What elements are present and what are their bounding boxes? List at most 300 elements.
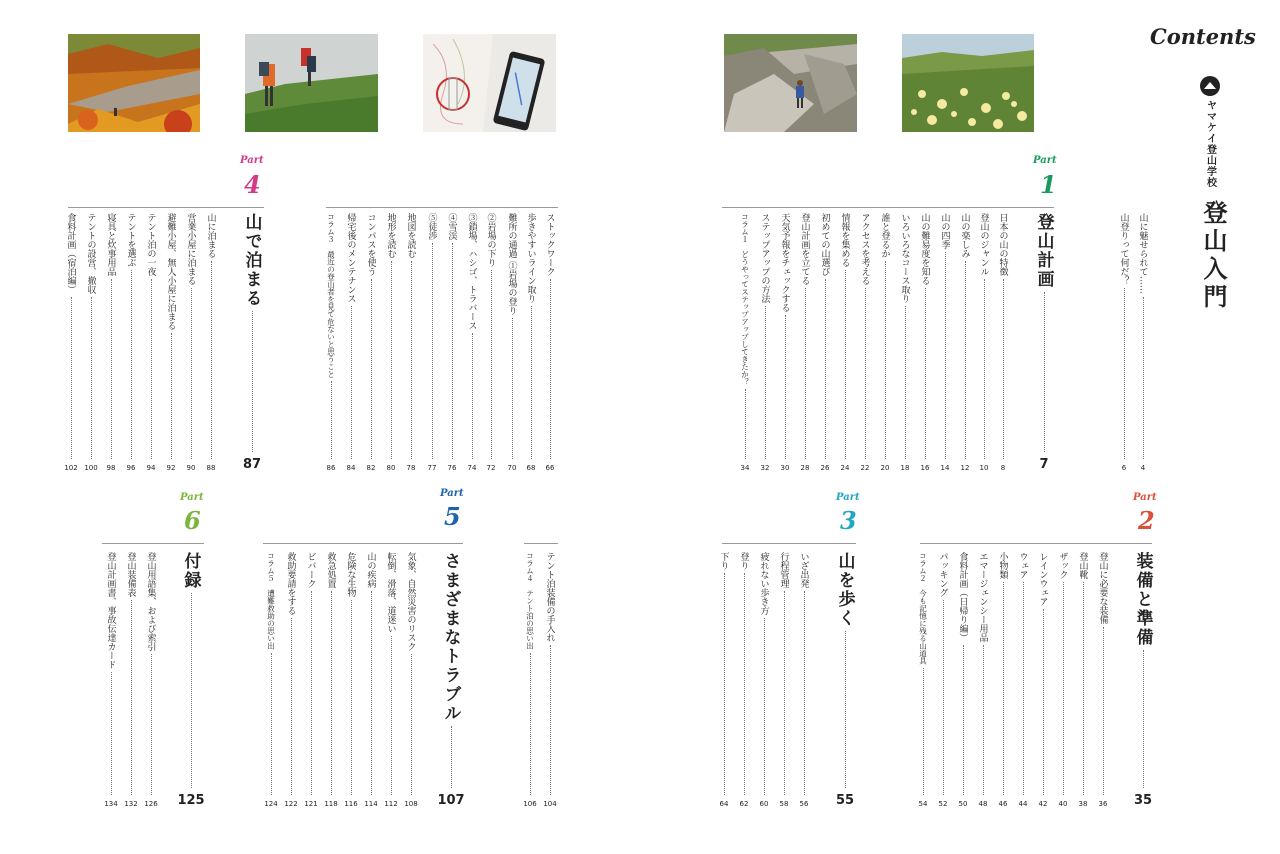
entry-title: 行程管理 — [778, 552, 789, 588]
toc-entry[interactable] — [382, 213, 400, 472]
part-heading[interactable] — [437, 552, 465, 808]
dot-leader — [391, 636, 392, 795]
toc-entry[interactable] — [876, 213, 894, 472]
toc-entry[interactable] — [974, 552, 992, 808]
toc-entry[interactable] — [463, 213, 481, 472]
toc-entry[interactable] — [362, 552, 380, 808]
page-number: 68 — [526, 464, 536, 472]
alpine-flowers-photo — [902, 34, 1034, 132]
part1-label: Part — [1033, 155, 1057, 166]
entry-title: 帰宅後のメンテナンス — [345, 213, 356, 303]
dot-leader — [885, 261, 886, 459]
page-number: 48 — [978, 800, 988, 808]
entry-title: さまざまなトラブル — [440, 552, 461, 723]
dot-leader — [1043, 609, 1044, 795]
entry-title: パッキング — [937, 552, 948, 597]
dot-leader — [432, 243, 433, 459]
dot-leader — [1103, 627, 1104, 795]
page-number: 134 — [104, 800, 118, 808]
part3-rule — [722, 543, 856, 544]
page-number: 40 — [1058, 800, 1068, 808]
dot-leader — [984, 279, 985, 459]
entry-title: 天気予報をチェックする — [779, 213, 790, 312]
dot-leader — [530, 653, 531, 796]
part-heading[interactable] — [1134, 552, 1152, 808]
entry-title: 気象、自然災害のリスク — [405, 552, 416, 651]
toc-entry[interactable] — [756, 213, 774, 472]
page-number: 132 — [124, 800, 138, 808]
dot-leader — [865, 288, 866, 459]
toc-entry[interactable] — [775, 552, 793, 808]
entry-title: テント泊装備の手入れ — [544, 552, 555, 642]
page-number: 124 — [264, 800, 278, 808]
toc-entry[interactable] — [322, 552, 340, 808]
brand-block — [1198, 76, 1222, 188]
page-number: 26 — [820, 464, 830, 472]
toc-entry[interactable] — [776, 213, 794, 472]
dot-leader — [805, 288, 806, 459]
page-number: 86 — [326, 464, 336, 472]
entry-title: 山に泊まる — [205, 213, 216, 258]
dot-leader — [331, 381, 332, 459]
part5-label: Part — [440, 488, 464, 499]
column-entry[interactable] — [322, 213, 340, 472]
page-number: 92 — [166, 464, 176, 472]
part-heading[interactable] — [177, 552, 205, 808]
entry-title: 山で泊まる — [241, 213, 262, 308]
page-number: 50 — [958, 800, 968, 808]
toc-entry[interactable] — [1115, 213, 1133, 472]
dot-leader — [1143, 650, 1144, 788]
toc-entry[interactable] — [1014, 552, 1032, 808]
toc-entry[interactable] — [1094, 552, 1112, 808]
dot-leader — [923, 668, 924, 796]
entry-title: いろいろなコース取り — [899, 213, 910, 303]
page-number: 76 — [447, 464, 457, 472]
entry-title: 下り — [718, 552, 729, 570]
dot-leader — [191, 288, 192, 459]
rocky-climb-photo — [724, 34, 857, 132]
page-number: 64 — [719, 800, 729, 808]
part6-label: Part — [180, 492, 204, 503]
toc-entry[interactable] — [856, 213, 874, 472]
dot-leader — [1044, 292, 1045, 452]
dot-leader — [131, 600, 132, 795]
entry-title: 情報を集める — [839, 213, 850, 267]
entry-title: 登山のジャンル — [978, 213, 989, 276]
toc-entry[interactable] — [142, 213, 160, 472]
page-number: 90 — [186, 464, 196, 472]
dot-leader — [271, 653, 272, 796]
part2-number: 2 — [1138, 506, 1155, 535]
part4-cont-rule — [524, 543, 558, 544]
entry-title: 登山計画書、事故伝達カード — [105, 552, 116, 669]
dot-leader — [765, 306, 766, 459]
entry-title: ザック — [1057, 552, 1068, 579]
entry-title: 山登りって何だ？ — [1118, 213, 1129, 285]
entry-title: 登山計画を立てる — [799, 213, 810, 285]
toc-entry[interactable] — [916, 213, 934, 472]
entry-title: ストックワーク — [544, 213, 555, 276]
column-entry[interactable] — [262, 552, 280, 808]
toc-entry[interactable] — [202, 213, 220, 472]
toc-entry[interactable] — [402, 213, 420, 472]
dot-leader — [351, 306, 352, 459]
entry-title: 登山装備表 — [125, 552, 136, 597]
entry-title: ②岩場の下り — [485, 213, 496, 267]
entry-title: テント泊の一夜 — [145, 213, 156, 276]
toc-entry[interactable] — [795, 552, 813, 808]
entry-title: 救急処置 — [325, 552, 336, 588]
dot-leader — [825, 279, 826, 459]
part5-rule — [263, 543, 463, 544]
entry-title: テントの設営、撤収 — [85, 213, 96, 294]
entry-title: 山の楽しみ — [959, 213, 970, 258]
entry-title: コラム１ どうやってステップアップしてきたか？ — [740, 213, 750, 386]
dot-leader — [925, 288, 926, 459]
page-number: 88 — [206, 464, 216, 472]
dot-leader — [845, 631, 846, 788]
part3-number: 3 — [840, 506, 857, 535]
page-number: 72 — [486, 464, 496, 472]
dot-leader — [451, 726, 452, 788]
entry-title: ⑤徒渉 — [426, 213, 437, 240]
part4-number: 4 — [244, 170, 261, 199]
page-number: 6 — [1121, 464, 1127, 472]
page-number: 46 — [998, 800, 1008, 808]
page-number: 66 — [545, 464, 555, 472]
page-number: 122 — [284, 800, 298, 808]
dot-leader — [550, 645, 551, 795]
dot-leader — [965, 261, 966, 459]
page-number: 12 — [960, 464, 970, 472]
dot-leader — [724, 573, 725, 795]
dot-leader — [1063, 582, 1064, 795]
page-number: 42 — [1038, 800, 1048, 808]
page-number: 56 — [799, 800, 809, 808]
dot-leader — [191, 593, 192, 788]
dot-leader — [1143, 297, 1144, 459]
entry-title: 登り — [738, 552, 749, 570]
entry-title: テントを選ぶ — [125, 213, 136, 267]
entry-title: 山を歩く — [834, 552, 855, 628]
page-number: 126 — [144, 800, 158, 808]
page-number: 55 — [835, 793, 855, 808]
book-title: 登山入門 — [1199, 200, 1228, 312]
dot-leader — [512, 318, 513, 459]
page-number: 74 — [467, 464, 477, 472]
toc-entry[interactable] — [735, 552, 753, 808]
part5-number: 5 — [444, 502, 461, 531]
entry-title: ステップアップの方法 — [759, 213, 770, 303]
dot-leader — [371, 279, 372, 459]
toc-entry[interactable] — [443, 213, 461, 472]
page-number: 24 — [840, 464, 850, 472]
entry-title: 転倒、滑落、道迷い — [385, 552, 396, 633]
entry-title: 装備と準備 — [1132, 552, 1153, 647]
toc-entry[interactable] — [1034, 552, 1052, 808]
toc-entry[interactable] — [936, 213, 954, 472]
toc-entry[interactable] — [816, 213, 834, 472]
dot-leader — [472, 333, 473, 459]
column-entry[interactable] — [736, 213, 754, 472]
toc-entry[interactable] — [934, 552, 952, 808]
part2-rule — [920, 543, 1152, 544]
toc-entry[interactable] — [482, 213, 500, 472]
page-number: 80 — [386, 464, 396, 472]
page-number: 20 — [880, 464, 890, 472]
entry-title: 登山靴 — [1077, 552, 1088, 579]
page-number: 70 — [507, 464, 517, 472]
toc-entry[interactable] — [836, 213, 854, 472]
dot-leader — [391, 261, 392, 459]
part-heading[interactable] — [1035, 213, 1053, 472]
page-number: 52 — [938, 800, 948, 808]
toc-entry[interactable] — [282, 552, 300, 808]
part1-number: 1 — [1040, 170, 1057, 199]
toc-entry[interactable] — [522, 213, 540, 472]
toc-entry[interactable] — [82, 213, 100, 472]
dot-leader — [1003, 582, 1004, 795]
dot-leader — [452, 243, 453, 459]
entry-title: 山の難易度を知る — [919, 213, 930, 285]
entry-title: 救助要請をする — [285, 552, 296, 615]
dot-leader — [983, 645, 984, 795]
toc-entry[interactable] — [1054, 552, 1072, 808]
entry-title: コラム４ テント泊の思い出 — [525, 552, 535, 650]
toc-entry[interactable] — [102, 213, 120, 472]
toc-entry[interactable] — [162, 213, 180, 472]
entry-title: 歩きやすいライン取り — [525, 213, 536, 303]
toc-entry[interactable] — [956, 213, 974, 472]
page-number: 108 — [404, 800, 418, 808]
page-number: 87 — [242, 457, 262, 472]
page-number: 36 — [1098, 800, 1108, 808]
toc-entry[interactable] — [362, 213, 380, 472]
entry-title: コラム３ 最近の登山者を見て危ないと思うこと — [326, 213, 336, 378]
entry-title: ビバーク — [305, 552, 316, 588]
dot-leader — [411, 261, 412, 459]
entry-title: 登山計画 — [1033, 213, 1054, 289]
entry-title: コンパスを使う — [365, 213, 376, 276]
dot-leader — [491, 270, 492, 459]
toc-entry[interactable] — [796, 213, 814, 472]
page-number: 107 — [437, 793, 465, 808]
page-number: 62 — [739, 800, 749, 808]
entry-title: 日本の山の特徴 — [997, 213, 1008, 276]
dot-leader — [784, 591, 785, 795]
page-number: 35 — [1133, 793, 1153, 808]
entry-title: レインウェア — [1037, 552, 1048, 606]
entry-title: 小物類 — [997, 552, 1008, 579]
dot-leader — [1124, 288, 1125, 459]
toc-entry[interactable] — [122, 552, 140, 808]
page-number: 8 — [1000, 464, 1006, 472]
dot-leader — [745, 389, 746, 460]
dot-leader — [111, 672, 112, 795]
page-number: 4 — [1140, 464, 1146, 472]
page-number: 60 — [759, 800, 769, 808]
toc-entry[interactable] — [62, 213, 80, 472]
page-number: 54 — [918, 800, 928, 808]
toc-entry[interactable] — [142, 552, 160, 808]
page-number: 118 — [324, 800, 338, 808]
entry-title: 危険な生物 — [345, 552, 356, 597]
dot-leader — [111, 279, 112, 459]
page-number: 84 — [346, 464, 356, 472]
entry-title: ③鎖場、ハシゴ、トラバース — [466, 213, 477, 330]
entry-title: 避難小屋、無人小屋に泊まる — [165, 213, 176, 330]
dot-leader — [171, 333, 172, 459]
toc-entry[interactable] — [954, 552, 972, 808]
toc-entry[interactable] — [102, 552, 120, 808]
page-number: 100 — [84, 464, 98, 472]
brand-name: ヤマケイ登山学校 — [1204, 100, 1216, 188]
toc-entry[interactable] — [302, 552, 320, 808]
dot-leader — [963, 645, 964, 795]
dot-leader — [804, 591, 805, 795]
toc-entry[interactable] — [994, 552, 1012, 808]
dot-leader — [945, 252, 946, 459]
entry-title: いざ出発 — [798, 552, 809, 588]
toc-entry[interactable] — [503, 213, 521, 472]
toc-entry[interactable] — [896, 213, 914, 472]
dot-leader — [764, 618, 765, 795]
dot-leader — [211, 261, 212, 459]
dot-leader — [1083, 582, 1084, 795]
entry-title: 営業小屋に泊まる — [185, 213, 196, 285]
entry-title: 誰と登るか — [879, 213, 890, 258]
page-number: 34 — [740, 464, 750, 472]
entry-title: 難所の通過 ①岩場の登り — [506, 213, 517, 315]
entry-title: 登山に必要な装備 — [1097, 552, 1108, 624]
toc-entry[interactable] — [1134, 213, 1152, 472]
toc-entry[interactable] — [402, 552, 420, 808]
page-number: 32 — [760, 464, 770, 472]
dot-leader — [151, 279, 152, 459]
page-number: 58 — [779, 800, 789, 808]
dot-leader — [291, 618, 292, 795]
page-number: 28 — [800, 464, 810, 472]
page-number: 112 — [384, 800, 398, 808]
page-number: 30 — [780, 464, 790, 472]
part3-cont-rule — [326, 207, 558, 208]
entry-title: 山の四季 — [939, 213, 950, 249]
entry-title: ウェア — [1017, 552, 1028, 579]
column-entry[interactable] — [914, 552, 932, 808]
dot-leader — [943, 600, 944, 795]
map-compass-phone-photo — [423, 34, 556, 132]
entry-title: 山に魅せられて…… — [1137, 213, 1148, 294]
dot-leader — [531, 306, 532, 459]
entry-title: 寝具と炊事用品 — [105, 213, 116, 276]
entry-title: エマージェンシー用品 — [977, 552, 988, 642]
entry-title: 地図を読む — [405, 213, 416, 258]
entry-title: ④雪渓 — [446, 213, 457, 240]
toc-entry[interactable] — [122, 213, 140, 472]
part-heading[interactable] — [243, 213, 261, 472]
page-number: 114 — [364, 800, 378, 808]
toc-entry[interactable] — [541, 552, 559, 808]
dot-leader — [785, 315, 786, 459]
page-number: 121 — [304, 800, 318, 808]
part-heading[interactable] — [836, 552, 854, 808]
page-number: 10 — [979, 464, 989, 472]
toc-entry[interactable] — [342, 213, 360, 472]
part6-rule — [102, 543, 204, 544]
entry-title: 登山用語集、および索引 — [145, 552, 156, 651]
entry-title: 山の疾病 — [365, 552, 376, 588]
dot-leader — [351, 600, 352, 795]
toc-entry[interactable] — [182, 213, 200, 472]
entry-title: コラム２ 今も記憶に残る山道具 — [918, 552, 928, 665]
dot-leader — [744, 573, 745, 795]
page-number: 96 — [126, 464, 136, 472]
page-number: 7 — [1039, 457, 1049, 472]
entry-title: アクセスを考える — [859, 213, 870, 285]
mountain-logo-icon — [1200, 76, 1220, 96]
toc-entry[interactable] — [423, 213, 441, 472]
page-number: 104 — [543, 800, 557, 808]
dot-leader — [845, 270, 846, 459]
part1-rule — [722, 207, 1054, 208]
part4-label: Part — [240, 155, 264, 166]
page-number: 125 — [177, 793, 205, 808]
dot-leader — [311, 591, 312, 795]
toc-entry[interactable] — [755, 552, 773, 808]
dot-leader — [71, 297, 72, 459]
toc-entry[interactable] — [342, 552, 360, 808]
contents-title: Contents — [1150, 24, 1256, 49]
page-number: 22 — [860, 464, 870, 472]
dot-leader — [252, 311, 253, 452]
page-number: 94 — [146, 464, 156, 472]
dot-leader — [91, 297, 92, 459]
toc-entry[interactable] — [994, 213, 1012, 472]
toc-entry[interactable] — [1074, 552, 1092, 808]
dot-leader — [1023, 582, 1024, 795]
dot-leader — [371, 591, 372, 795]
page-number: 38 — [1078, 800, 1088, 808]
dot-leader — [550, 279, 551, 459]
entry-title: 付録 — [180, 552, 201, 590]
page-number: 14 — [940, 464, 950, 472]
page-number: 82 — [366, 464, 376, 472]
toc-entry[interactable] — [541, 213, 559, 472]
page-number: 116 — [344, 800, 358, 808]
page-number: 106 — [523, 800, 537, 808]
toc-entry[interactable] — [715, 552, 733, 808]
page-number: 44 — [1018, 800, 1028, 808]
page-number: 16 — [920, 464, 930, 472]
entry-title: 食料計画（日帰り編） — [957, 552, 968, 642]
entry-title: 食料計画（宿泊編） — [65, 213, 76, 294]
hikers-in-fog-photo — [245, 34, 378, 132]
dot-leader — [905, 306, 906, 459]
page-number: 77 — [427, 464, 437, 472]
dot-leader — [151, 654, 152, 795]
page-number: 18 — [900, 464, 910, 472]
column-entry[interactable] — [521, 552, 539, 808]
page-number: 98 — [106, 464, 116, 472]
dot-leader — [411, 654, 412, 795]
autumn-valley-photo — [68, 34, 200, 132]
dot-leader — [331, 591, 332, 795]
toc-entry[interactable] — [382, 552, 400, 808]
entry-title: 疲れない歩き方 — [758, 552, 769, 615]
dot-leader — [1003, 279, 1004, 459]
toc-entry[interactable] — [975, 213, 993, 472]
